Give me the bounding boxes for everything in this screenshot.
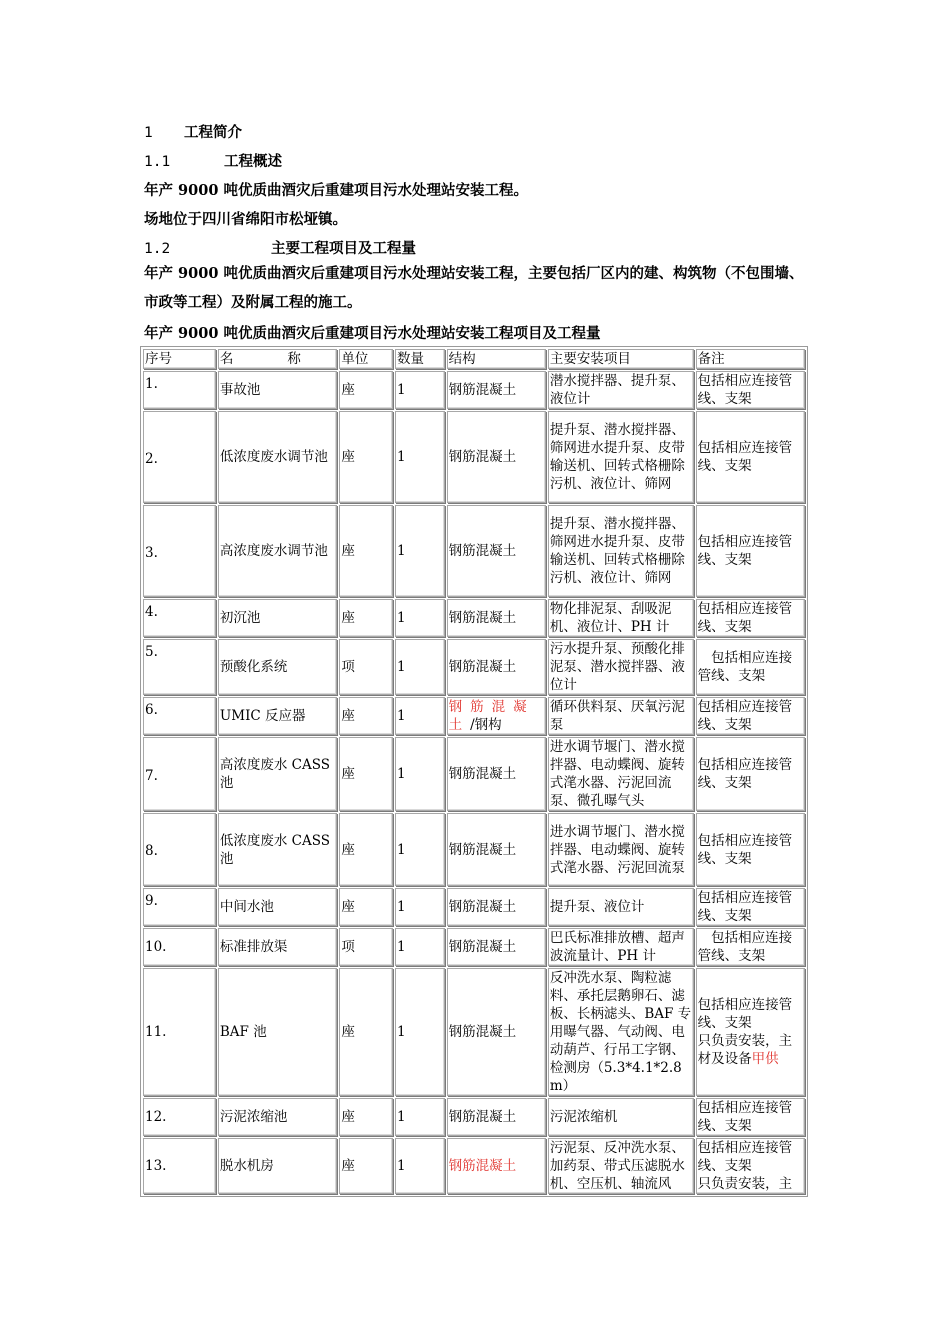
row-structure: 钢筋混凝土 bbox=[447, 371, 546, 409]
row-remark: 包括相应连接管线、支架 bbox=[696, 371, 805, 409]
structure-highlight: 钢筋混凝土 bbox=[448, 1158, 517, 1174]
row-no: 2. bbox=[143, 411, 216, 503]
row-name: 污泥浓缩池 bbox=[218, 1098, 337, 1136]
page-bottom-margin bbox=[0, 1215, 950, 1344]
row-qty: 1 bbox=[395, 888, 445, 926]
scope-paragraph: 年产 9000 吨优质曲酒灾后重建项目污水处理站安装工程，主要包括厂区内的建、构筑物（不包围墙、市政等工程）及附属工程的施工。 bbox=[144, 265, 804, 311]
row-structure bbox=[447, 697, 546, 735]
row-items: 进水调节堰门、潜水搅拌器、电动蝶阀、旋转式滗水器、污泥回流泵 bbox=[548, 813, 694, 886]
table-row bbox=[143, 928, 805, 966]
row-name: 高浓度废水 CASS 池 bbox=[218, 737, 337, 811]
header-remark: 备注 bbox=[696, 349, 805, 369]
row-name: 脱水机房 bbox=[218, 1138, 337, 1194]
header-name: 名 称 bbox=[218, 349, 337, 369]
row-items: 循环供料泵、厌氧污泥泵 bbox=[548, 697, 694, 735]
table-row bbox=[143, 411, 805, 503]
row-remark: 包括相应连接管线、支架 bbox=[696, 411, 805, 503]
row-no: 13. bbox=[143, 1138, 216, 1194]
row-structure: 钢筋混凝土 bbox=[447, 968, 546, 1096]
row-remark: 包括相应连接管线、支架 bbox=[696, 505, 805, 597]
row-unit: 座 bbox=[339, 1138, 393, 1194]
row-name: 初沉池 bbox=[218, 599, 337, 637]
remark-line-1: 包括相应连接管线、支架 bbox=[697, 1140, 793, 1174]
row-unit: 座 bbox=[339, 813, 393, 886]
row-items: 提升泵、潜水搅拌器、筛网进水提升泵、皮带输送机、回转式格栅除污机、液位计、筛网 bbox=[548, 505, 694, 597]
row-qty: 1 bbox=[395, 813, 445, 886]
row-qty: 1 bbox=[395, 737, 445, 811]
row-name: 预酸化系统 bbox=[218, 639, 337, 695]
row-unit: 座 bbox=[339, 737, 393, 811]
row-remark: 包括相应连接管线、支架 bbox=[696, 1098, 805, 1136]
row-unit: 座 bbox=[339, 968, 393, 1096]
row-qty: 1 bbox=[395, 599, 445, 637]
row-items: 潜水搅拌器、提升泵、液位计 bbox=[548, 371, 694, 409]
table-row bbox=[143, 737, 805, 811]
row-qty: 1 bbox=[395, 411, 445, 503]
section-number: 1 bbox=[144, 125, 153, 141]
remark-highlight: 甲供 bbox=[751, 1051, 779, 1067]
row-structure: 钢筋混凝土 bbox=[447, 737, 546, 811]
table-row bbox=[143, 1138, 805, 1194]
section-1-heading bbox=[144, 121, 242, 142]
table-row bbox=[143, 888, 805, 926]
row-name: 高浓度废水调节池 bbox=[218, 505, 337, 597]
row-name: 中间水池 bbox=[218, 888, 337, 926]
row-qty: 1 bbox=[395, 1138, 445, 1194]
remark-line-2: 只负责安装，主 bbox=[697, 1176, 793, 1192]
table-row bbox=[143, 371, 805, 409]
row-no: 8. bbox=[143, 813, 216, 886]
header-items: 主要安装项目 bbox=[548, 349, 694, 369]
section-title: 工程概述 bbox=[224, 153, 282, 170]
row-unit: 座 bbox=[339, 599, 393, 637]
works-table bbox=[140, 346, 808, 1197]
section-number: 1.1 bbox=[144, 154, 171, 170]
row-remark: 包括相应连接管线、支架 bbox=[696, 813, 805, 886]
structure-highlight: 钢筋混凝土 bbox=[448, 699, 535, 733]
row-items: 提升泵、液位计 bbox=[548, 888, 694, 926]
row-items: 物化排泥泵、刮吸泥机、液位计、PH 计 bbox=[548, 599, 694, 637]
section-1-1-heading bbox=[144, 150, 282, 171]
row-no: 5. bbox=[143, 639, 216, 695]
row-items: 巴氏标准排放槽、超声波流量计、PH 计 bbox=[548, 928, 694, 966]
row-remark: 包括相应连接管线、支架 bbox=[696, 639, 805, 695]
row-unit: 座 bbox=[339, 505, 393, 597]
row-no: 7. bbox=[143, 737, 216, 811]
row-qty: 1 bbox=[395, 371, 445, 409]
table-row bbox=[143, 599, 805, 637]
row-structure bbox=[447, 1138, 546, 1194]
row-no: 9. bbox=[143, 888, 216, 926]
row-name: 低浓度废水 CASS 池 bbox=[218, 813, 337, 886]
row-structure: 钢筋混凝土 bbox=[447, 888, 546, 926]
row-structure: 钢筋混凝土 bbox=[447, 505, 546, 597]
row-name: BAF 池 bbox=[218, 968, 337, 1096]
overview-paragraph-2: 场地位于四川省绵阳市松垭镇。 bbox=[144, 211, 347, 228]
section-title: 工程简介 bbox=[184, 124, 242, 141]
table-row bbox=[143, 505, 805, 597]
row-name: 事故池 bbox=[218, 371, 337, 409]
table-row bbox=[143, 639, 805, 695]
header-structure: 结构 bbox=[447, 349, 546, 369]
row-qty: 1 bbox=[395, 928, 445, 966]
row-qty: 1 bbox=[395, 697, 445, 735]
table-row bbox=[143, 1098, 805, 1136]
row-qty: 1 bbox=[395, 968, 445, 1096]
row-remark: 包括相应连接管线、支架 bbox=[696, 599, 805, 637]
row-structure: 钢筋混凝土 bbox=[447, 639, 546, 695]
section-number: 1.2 bbox=[144, 241, 171, 257]
overview-paragraph-1: 年产 9000 吨优质曲酒灾后重建项目污水处理站安装工程。 bbox=[144, 182, 528, 199]
row-qty: 1 bbox=[395, 505, 445, 597]
row-qty: 1 bbox=[395, 1098, 445, 1136]
row-remark bbox=[696, 968, 805, 1096]
row-no: 1. bbox=[143, 371, 216, 409]
row-no: 11. bbox=[143, 968, 216, 1096]
row-unit: 座 bbox=[339, 697, 393, 735]
row-no: 3. bbox=[143, 505, 216, 597]
row-unit: 座 bbox=[339, 411, 393, 503]
row-unit: 座 bbox=[339, 371, 393, 409]
table-row bbox=[143, 697, 805, 735]
row-items: 进水调节堰门、潜水搅拌器、电动蝶阀、旋转式滗水器、污泥回流泵、微孔曝气头 bbox=[548, 737, 694, 811]
row-structure: 钢筋混凝土 bbox=[447, 1098, 546, 1136]
row-items: 污泥泵、反冲洗水泵、加药泵、带式压滤脱水机、空压机、轴流风 bbox=[548, 1138, 694, 1194]
row-no: 6. bbox=[143, 697, 216, 735]
row-no: 4. bbox=[143, 599, 216, 637]
table-header-row bbox=[143, 349, 805, 369]
section-title: 主要工程项目及工程量 bbox=[271, 240, 416, 257]
header-no: 序号 bbox=[143, 349, 216, 369]
remark-line-1: 包括相应连接管线、支架 bbox=[697, 997, 793, 1031]
row-remark: 包括相应连接管线、支架 bbox=[696, 928, 805, 966]
row-unit: 座 bbox=[339, 1098, 393, 1136]
row-structure: 钢筋混凝土 bbox=[447, 411, 546, 503]
remark-line-2: 只负责安装，主材及设备 bbox=[697, 1033, 793, 1067]
row-remark bbox=[696, 1138, 805, 1194]
row-name: 标准排放渠 bbox=[218, 928, 337, 966]
row-unit: 座 bbox=[339, 888, 393, 926]
row-items: 污水提升泵、预酸化排泥泵、潜水搅拌器、液位计 bbox=[548, 639, 694, 695]
row-name: 低浓度废水调节池 bbox=[218, 411, 337, 503]
row-items: 反冲洗水泵、陶粒滤料、承托层鹅卵石、滤板、长柄滤头、BAF 专用曝气器、气动阀、电动葫芦、行吊工字钢、检测房（5.3*4.1*2.8m） bbox=[548, 968, 694, 1096]
row-structure: 钢筋混凝土 bbox=[447, 813, 546, 886]
row-remark: 包括相应连接管线、支架 bbox=[696, 697, 805, 735]
row-unit: 项 bbox=[339, 928, 393, 966]
row-qty: 1 bbox=[395, 639, 445, 695]
table-title: 年产 9000 吨优质曲酒灾后重建项目污水处理站安装工程项目及工程量 bbox=[144, 325, 601, 342]
table-row bbox=[143, 968, 805, 1096]
row-remark: 包括相应连接管线、支架 bbox=[696, 737, 805, 811]
header-qty: 数量 bbox=[395, 349, 445, 369]
row-no: 10. bbox=[143, 928, 216, 966]
header-unit: 单位 bbox=[339, 349, 393, 369]
row-unit: 项 bbox=[339, 639, 393, 695]
table-row bbox=[143, 813, 805, 886]
row-structure: 钢筋混凝土 bbox=[447, 928, 546, 966]
structure-rest: /钢构 bbox=[470, 717, 502, 733]
row-structure: 钢筋混凝土 bbox=[447, 599, 546, 637]
row-items: 污泥浓缩机 bbox=[548, 1098, 694, 1136]
row-name: UMIC 反应器 bbox=[218, 697, 337, 735]
row-no: 12. bbox=[143, 1098, 216, 1136]
section-1-2-heading bbox=[144, 237, 416, 258]
row-items: 提升泵、潜水搅拌器、筛网进水提升泵、皮带输送机、回转式格栅除污机、液位计、筛网 bbox=[548, 411, 694, 503]
row-remark: 包括相应连接管线、支架 bbox=[696, 888, 805, 926]
